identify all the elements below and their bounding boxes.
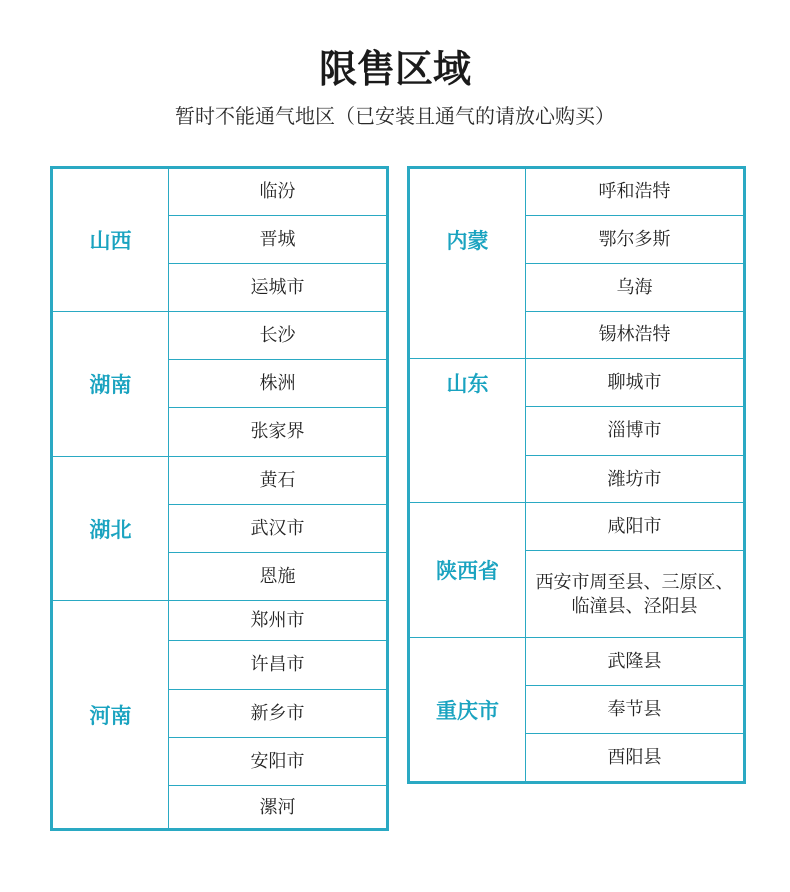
city-cell: 黄石	[259, 469, 296, 491]
city-cell: 新乡市	[169, 689, 386, 737]
city-cell: 漯河	[169, 785, 386, 829]
page-title: 限售区域	[318, 47, 471, 91]
province-name-extension	[410, 311, 526, 358]
city-cell: 乌海	[526, 263, 743, 311]
city-cell: 咸阳市	[607, 515, 662, 537]
city-cell: 安阳市	[169, 737, 386, 785]
province-name: 山西	[53, 169, 169, 311]
province-name: 山东	[410, 359, 526, 406]
province-name: 重庆市	[410, 638, 526, 781]
city-cell: 武隆县	[607, 650, 662, 672]
city-cell: 张家界	[169, 407, 386, 456]
province-group	[410, 637, 743, 781]
city-cell: 运城市	[169, 263, 386, 311]
province-group	[53, 311, 386, 456]
city-cell: 鄂尔多斯	[526, 215, 743, 263]
city-cell: 恩施	[169, 552, 386, 600]
city-cell: 武汉市	[169, 504, 386, 552]
city-cell: 长沙	[259, 324, 296, 346]
province-group	[53, 456, 386, 600]
province-name: 陕西省	[410, 503, 526, 637]
province-group	[53, 600, 386, 828]
city-cell: 淄博市	[526, 406, 743, 455]
province-group	[410, 358, 743, 502]
province-group	[410, 502, 743, 637]
city-cell: 潍坊市	[526, 455, 743, 503]
city-cell: 许昌市	[169, 640, 386, 689]
city-cell: 郑州市	[250, 609, 305, 631]
city-cell: 晋城	[169, 215, 386, 263]
city-cell: 呼和浩特	[598, 181, 671, 202]
province-name: 内蒙	[410, 169, 526, 311]
province-group	[53, 169, 386, 311]
province-name: 湖北	[53, 457, 169, 600]
page-subtitle: 暂时不能通气地区（已安装且通气的请放心购买）	[175, 104, 615, 128]
city-cell: 株洲	[169, 359, 386, 407]
province-group	[410, 169, 743, 358]
region-table-left	[50, 166, 389, 831]
city-cell: 西安市周至县、三原区、临潼县、泾阳县	[526, 550, 743, 638]
province-name: 湖南	[53, 312, 169, 456]
city-cell: 临汾	[259, 181, 296, 202]
city-cell: 奉节县	[526, 685, 743, 733]
province-name: 河南	[53, 601, 169, 828]
province-name-extension	[410, 406, 526, 503]
city-cell: 锡林浩特	[526, 311, 743, 358]
region-table-right	[407, 166, 746, 784]
city-cell: 酉阳县	[526, 733, 743, 782]
city-cell: 聊城市	[607, 371, 662, 393]
